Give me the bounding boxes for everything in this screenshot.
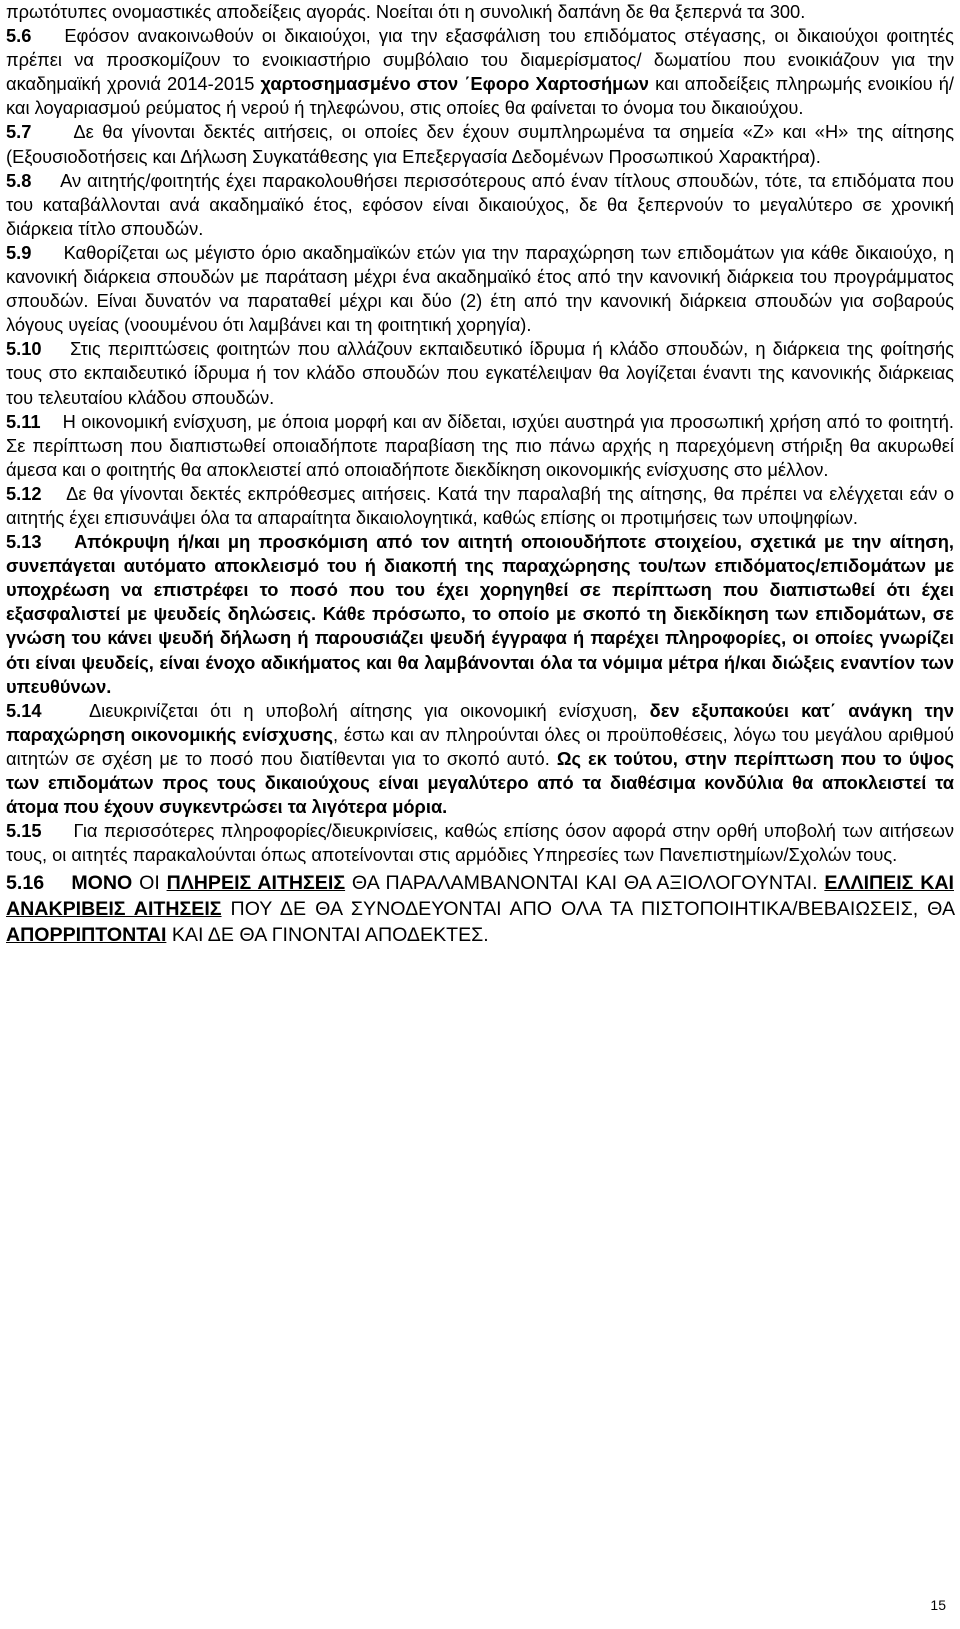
section-number: 5.15 xyxy=(6,820,42,842)
document-page xyxy=(6,0,954,948)
only-word: ΜΟΝΟ xyxy=(71,872,133,895)
section-text: Για περισσότερες πληροφορίες/διευκρινίσεις, καθώς επίσης όσον αφορά στην ορθή υποβολή των αιτήσεων τους, οι αιτητές παρακαλούνται όπως αποτείνονται στις αρμόδιες Υπηρεσίες των Πανεπιστημίων/Σχολών τους. xyxy=(6,820,954,866)
section-number: 5.7 xyxy=(6,121,32,143)
accepted-text: ΘΑ ΠΑΡΑΛΑΜΒΑΝΟΝΤΑΙ ΚΑΙ ΘΑ ΑΞΙΟΛΟΓΟΥΝΤΑΙ. xyxy=(351,872,818,895)
not-accompanied-text: ΠΟΥ ΔΕ ΘΑ ΣΥΝΟΔΕΥΟΝΤΑΙ ΑΠΟ ΟΛΑ ΤΑ ΠΙΣΤΟΠΟΙΗΤΙΚΑ/ΒΕΒΑΙΩΣΕΙΣ, ΘΑ xyxy=(230,898,955,921)
section-bold-text: δεν εξυπακούει κατ΄ ανάγκη την παραχώρηση οικονομικής ενίσχυσης xyxy=(6,699,954,745)
rejected-word: ΑΠΟΡΡΙΠΤΟΝΤΑΙ xyxy=(6,924,167,947)
section-5-14 xyxy=(6,699,954,819)
section-text-2: , έστω και αν πληρούνται όλες οι προϋποθέσεις, λόγω του μεγάλου αριθμού αιτητών σε σχέση με το ποσό που διατίθενται για το σκοπό αυτό. xyxy=(6,723,954,769)
not-accepted-text: ΚΑΙ ΔΕ ΘΑ ΓΙΝΟΝΤΑΙ ΑΠΟΔΕΚΤΕΣ. xyxy=(171,924,489,947)
section-5-13 xyxy=(6,530,954,699)
section-5-7 xyxy=(6,120,954,168)
section-text: Δε θα γίνονται δεκτές αιτήσεις, οι οποίες δεν έχουν συμπληρωμένα τα σημεία «Ζ» και «Η» της αίτησης (Εξουσιοδοτήσεις και Δήλωση Συγκατάθεσης για Επεξεργασία Δεδομένων Προσωπικού Χαρακτήρα). xyxy=(6,121,954,167)
section-number: 5.10 xyxy=(6,338,42,360)
paragraph-continuation xyxy=(6,0,954,24)
section-bold-text-2: Ως εκ τούτου, στην περίπτωση που το ύψος των επιδομάτων προς τους δικαιούχους είναι μεγαλύτερο από τα διαθέσιμα κονδύλια θα αποκλειστεί τα άτομα που έχουν συγκεντρώσει τα λιγότερα μόρια. xyxy=(6,747,954,818)
section-number: 5.13 xyxy=(6,531,42,553)
section-5-6 xyxy=(6,24,954,120)
section-number: 5.12 xyxy=(6,482,42,504)
section-bold-text: Απόκρυψη ή/και μη προσκόμιση από τον αιτητή οποιουδήποτε στοιχείου, σχετικά με την αίτηση, συνεπάγεται αυτόματο αποκλεισμό του ή διακοπή της παραχώρησης του/των επιδόματος/επιδομάτων με υποχρέωση να επιστρέφει το ποσό που του έχει χορηγηθεί σε περίπτωση που διαπιστωθεί ότι έχει εξασφαλιστεί με ψευδείς δηλώσεις. Κάθε πρόσωπο, το οποίο με σκοπό τη διεκδίκηση των επιδομάτων, σε γνώση του κάνει ψευδή δήλωση ή παρουσιάζει ψευδή έγγραφα ή παρέχει πληροφορίες, οι οποίες γνωρίζει ότι είναι ψευδείς, είναι ένοχο αδικήματος και θα λαμβάνονται όλα τα νόμιμα μέτρα ή/και διώξεις εναντίον των υπευθύνων. xyxy=(6,531,954,697)
section-number: 5.8 xyxy=(6,169,32,191)
continuation-text: πρωτότυπες ονομαστικές αποδείξεις αγοράς. Νοείται ότι η συνολική δαπάνη δε θα ξεπερνά τα 300. xyxy=(6,1,806,22)
page-number: 15 xyxy=(930,1597,946,1613)
section-5-12 xyxy=(6,482,954,530)
section-number: 5.9 xyxy=(6,241,32,263)
section-number: 5.11 xyxy=(6,410,41,432)
section-text: Διευκρινίζεται ότι η υποβολή αίτησης για οικονομική ενίσχυση, xyxy=(88,699,638,721)
section-text: Αν αιτητής/φοιτητής έχει παρακολουθήσει περισσότερους από έναν τίτλους σπουδών, τότε, τα επιδόματα που του καταβάλλονται ανά ακαδημαϊκό έτος, εφόσον είναι δικαιούχος, δε θα ξεπερνούν το μεγαλύτερο σε χρονική διάρκεια τίτλο σπουδών. xyxy=(6,169,954,239)
section-bold-text: χαρτοσημασμένο στον ΄Εφορο Χαρτοσήμων xyxy=(260,73,649,95)
incomplete-applications: ΕΛΛΙΠΕΙΣ ΚΑΙ ΑΝΑΚΡΙΒΕΙΣ ΑΙΤΗΣΕΙΣ xyxy=(6,872,954,921)
the-word: ΟΙ xyxy=(139,872,160,895)
section-text: Η οικονομική ενίσχυση, με όποια μορφή και αν δίδεται, ισχύει αυστηρά για προσωπική χρήση από το φοιτητή. Σε περίπτωση που διαπιστωθεί οποιαδήποτε παραβίαση της πιο πάνω αρχής η παρεχόμενη στήριξη θα ακυρωθεί άμεσα και ο φοιτητής θα αποκλειστεί από οποιαδήποτε διεκδίκηση οικονομικής ενίσχυσης στο μέλλον. xyxy=(6,410,954,480)
section-text: Εφόσον ανακοινωθούν οι δικαιούχοι, για την εξασφάλιση του επιδόματος στέγασης, οι δικαιούχοι φοιτητές πρέπει να προσκομίζουν το ενοικιαστήριο συμβόλαιο του διαμερίσματος/ δωματίου που ενοικιάζουν για την ακαδημαϊκή χρονιά 2014-2015 xyxy=(6,25,954,95)
section-number: 5.14 xyxy=(6,699,42,721)
section-text: Δε θα γίνονται δεκτές εκπρόθεσμες αιτήσεις. Κατά την παραλαβή της αίτησης, θα πρέπει να ελέγχεται εάν ο αιτητής έχει επισυνάψει όλα τα απαραίτητα δικαιολογητικά, καθώς επίσης οι προτιμήσεις των υποψηφίων. xyxy=(6,482,954,528)
section-text: Στις περιπτώσεις φοιτητών που αλλάζουν εκπαιδευτικό ίδρυμα ή κλάδο σπουδών, η διάρκεια της φοίτησής τους στο εκπαιδευτικό ίδρυμα ή τον κλάδο σπουδών που εγκατέλειψαν θα λογίζεται έναντι της κανονικής διάρκειας του τελευταίου κλάδου σπουδών. xyxy=(6,338,954,408)
section-5-15 xyxy=(6,819,954,867)
section-5-16 xyxy=(6,870,954,948)
section-text-2: και αποδείξεις πληρωμής ενοικίου ή/και λογαριασμού ρεύματος ή νερού ή τηλεφώνου, στις οποίες θα φαίνεται το όνομα του δικαιούχου. xyxy=(6,73,954,119)
section-5-8 xyxy=(6,169,954,241)
section-text: Καθορίζεται ως μέγιστο όριο ακαδημαϊκών ετών για την παραχώρηση των επιδομάτων για κάθε δικαιούχο, η κανονική διάρκεια σπουδών με παράταση μέχρι ένα ακαδημαϊκό έτος από την κανονική διάρκεια του προγράμματος σπουδών. Είναι δυνατόν να παραταθεί μέχρι και δύο (2) έτη από την κανονική διάρκεια σπουδών για σοβαρούς λόγους υγείας (νοουμένου ότι λαμβάνει και τη φοιτητική χορηγία). xyxy=(6,241,954,336)
section-number: 5.16 xyxy=(6,872,45,895)
section-5-10 xyxy=(6,337,954,409)
complete-applications: ΠΛΗΡΕΙΣ ΑΙΤΗΣΕΙΣ xyxy=(166,872,346,895)
section-number: 5.6 xyxy=(6,25,32,47)
section-5-11 xyxy=(6,410,954,482)
section-5-9 xyxy=(6,241,954,337)
